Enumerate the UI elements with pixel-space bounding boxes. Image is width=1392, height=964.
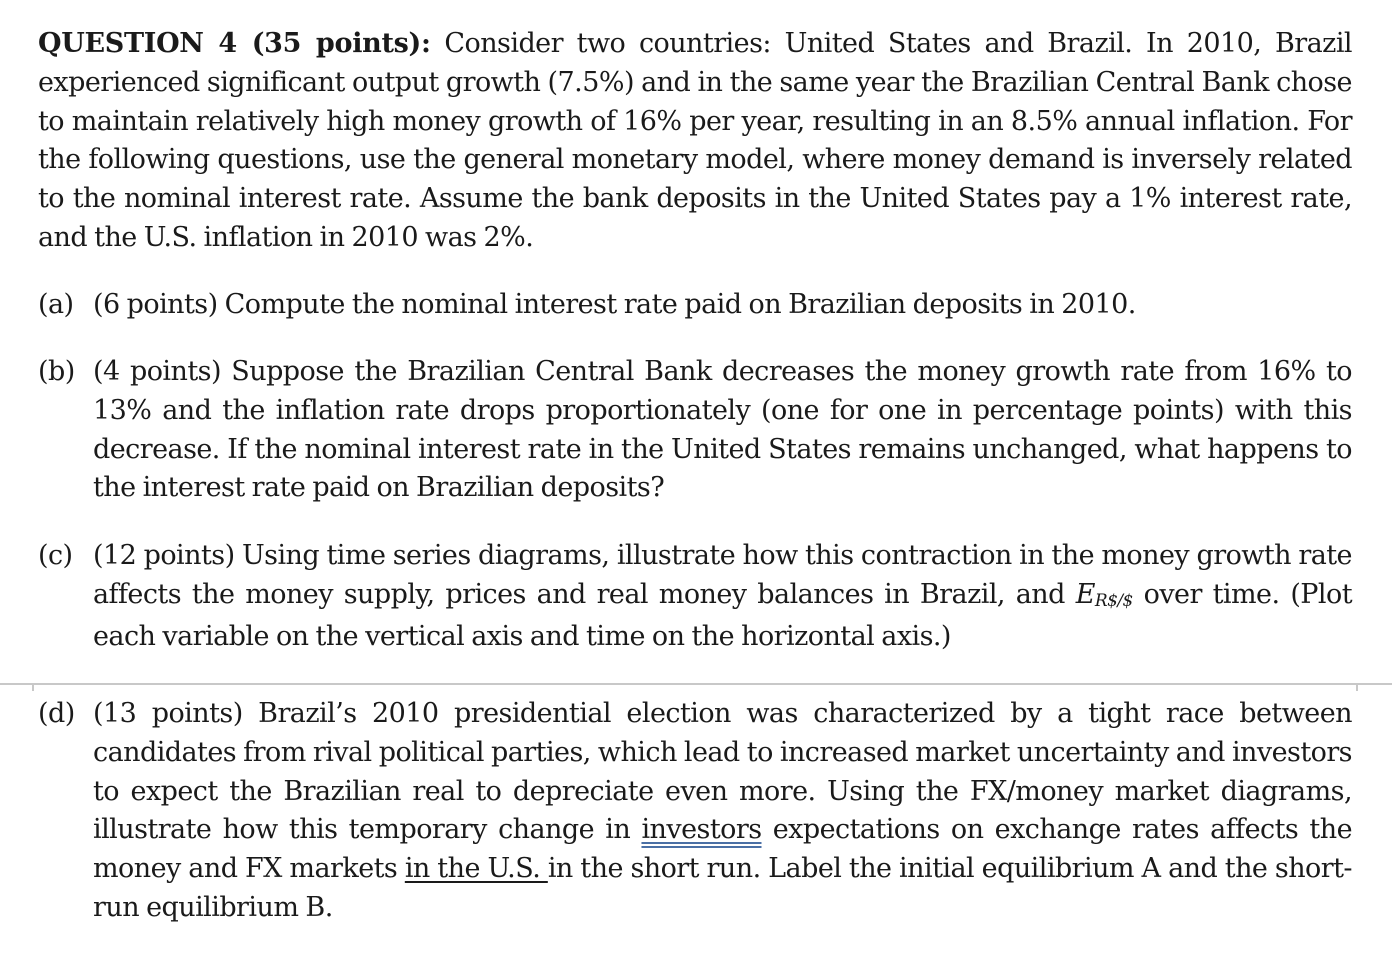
part-d-text-2: expectations on exchange rates affects the money and FX markets: [93, 814, 1352, 885]
part-d-text-1: (13 points) Brazil’s 2010 presidential election was characterized by a tight race between candidates from rival political parties, which lead to increased market uncertainty and investors to expect the Brazilian real to depreciate even more. Using the FX/money market diagrams, illustrate how this temporary change in: [93, 698, 1352, 846]
part-c-text-after: over time. (Plot each variable on the vertical axis and time on the horizontal axis.): [93, 578, 1353, 652]
spellcheck-underlined-word[interactable]: investors: [641, 814, 762, 846]
part-b-text: (4 points) Suppose the Brazilian Central Bank decreases the money growth rate from 16% to 13% and the inflation rate drops proportionately (one for one in percentage points) with this decrease. If the nominal interest rate in the United States remains unchanged, what happens to the interest rate paid on Brazilian deposits?: [93, 356, 1352, 504]
part-b-marker: (b): [38, 356, 75, 387]
part-c-body: [93, 537, 1352, 656]
part-b: [38, 353, 1352, 508]
question-intro-text: Consider two countries: United States and Brazil. In 2010, Brazil experienced significant output growth (7.5%) and in the same year the Brazilian Central Bank chose to maintain relatively high money growth of 16% per year, resulting in an 8.5% annual inflation. For the following questions, use the general monetary model, where money demand is inversely related to the nominal interest rate. Assume the bank deposits in the United States pay a 1% interest rate, and the U.S. inflation in 2010 was 2%.: [38, 28, 1352, 253]
exchange-rate-symbol-subscript: R$/$: [1094, 590, 1133, 611]
page-corner-marker-right: [1356, 683, 1392, 691]
part-d-text-3: in the short run. Label the initial equilibrium A and the short-run equilibrium B.: [93, 853, 1352, 923]
page-corner-marker-left: [0, 683, 34, 691]
part-a-marker: (a): [38, 289, 74, 320]
exchange-rate-symbol-main: E: [1075, 578, 1095, 610]
part-c-marker: (c): [38, 540, 73, 571]
underlined-phrase: in the U.S.: [404, 853, 548, 885]
part-a: [38, 286, 1352, 325]
exchange-rate-symbol: [1076, 579, 1133, 610]
part-d-body: [93, 695, 1352, 928]
question-heading: QUESTION 4 (35 points):: [38, 28, 431, 59]
part-a-text: (6 points) Compute the nominal interest rate paid on Brazilian deposits in 2010.: [93, 289, 1136, 320]
question-intro: [38, 25, 1352, 258]
part-d: [38, 695, 1352, 928]
part-c: [38, 537, 1352, 656]
part-c-text-before: (12 points) Using time series diagrams, illustrate how this contraction in the money growth rate affects the money supply, prices and real money balances in Brazil, and: [93, 540, 1352, 610]
part-d-marker: (d): [38, 698, 75, 729]
page-break-line: [0, 683, 1392, 685]
